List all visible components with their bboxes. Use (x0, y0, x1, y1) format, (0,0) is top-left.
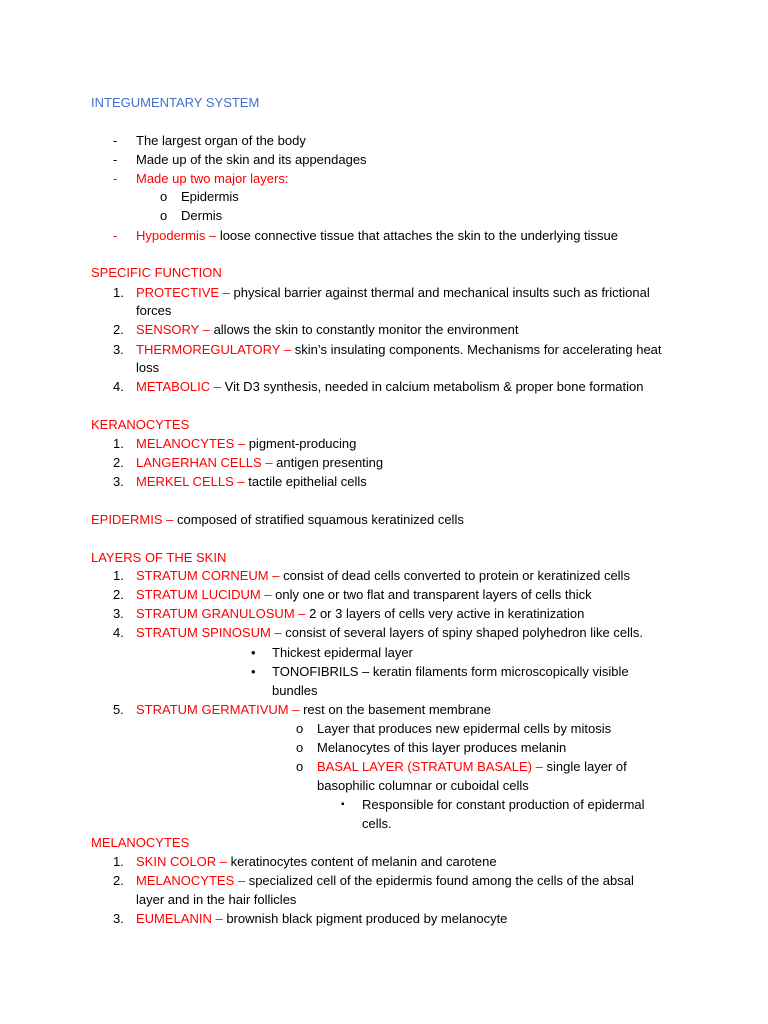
definition: consist of dead cells converted to protein or keratinized cells (279, 568, 630, 583)
bullet-marker: • (251, 645, 256, 660)
list-item-continuation: forces (136, 303, 172, 318)
definition: rest on the basement membrane (299, 702, 491, 717)
bullet-marker: • (251, 664, 256, 679)
definition: allows the skin to constantly monitor the environment (209, 322, 519, 337)
sub-list-item-continuation: basophilic columnar or cuboidal cells (317, 778, 529, 793)
number-marker: 1. (113, 568, 124, 583)
number-marker: 2. (113, 322, 124, 337)
number-marker: 2. (113, 873, 124, 888)
term: STRATUM GRANULOSUM – (136, 606, 306, 621)
list-item (136, 587, 592, 603)
number-marker: 1. (113, 854, 124, 869)
list-item (136, 873, 634, 889)
section-heading: SPECIFIC FUNCTION (91, 265, 222, 280)
number-marker: 2. (113, 587, 124, 602)
definition: loose connective tissue that attaches the skin to the underlying tissue (216, 228, 618, 243)
list-item (136, 702, 491, 718)
list-item (136, 474, 367, 490)
number-marker: 1. (113, 436, 124, 451)
term: PROTECTIVE – (136, 285, 230, 300)
term: EUMELANIN – (136, 911, 223, 926)
definition: 2 or 3 layers of cells very active in keratinization (305, 606, 585, 621)
sub-list-item: Layer that produces new epidermal cells by mitosis (317, 721, 612, 736)
number-marker: 5. (113, 702, 124, 717)
number-marker: 3. (113, 474, 124, 489)
definition: antigen presenting (272, 455, 384, 470)
term: SKIN COLOR – (136, 854, 228, 869)
circle-marker: o (296, 759, 304, 774)
sub-list-item-continuation: bundles (272, 683, 318, 698)
term: STRATUM SPINOSUM – (136, 625, 282, 640)
definition: pigment-producing (245, 436, 357, 451)
list-item (136, 322, 519, 338)
number-marker: 4. (113, 625, 124, 640)
number-marker: 3. (113, 342, 124, 357)
number-marker: 3. (113, 911, 124, 926)
term: METABOLIC – (136, 379, 222, 394)
section-heading: MELANOCYTES (91, 835, 190, 850)
page-title: INTEGUMENTARY SYSTEM (91, 95, 260, 110)
list-item: Made up two major layers: (136, 171, 289, 186)
list-item (136, 342, 662, 358)
dash-marker: - (113, 152, 118, 167)
definition: composed of stratified squamous keratinized cells (173, 512, 464, 527)
sub-sub-list-item-continuation: cells. (362, 816, 392, 831)
term: MELANOCYTES – (136, 873, 246, 888)
square-marker: ▪ (341, 799, 345, 810)
dash-marker: - (113, 171, 118, 186)
number-marker: 3. (113, 606, 124, 621)
term: LANGERHAN CELLS – (136, 455, 273, 470)
definition: physical barrier against thermal and mechanical insults such as frictional (229, 285, 650, 300)
list-item (136, 285, 650, 301)
list-item (136, 568, 630, 584)
sub-list-item: Dermis (181, 208, 223, 223)
definition: skin’s insulating components. Mechanisms for accelerating heat (291, 342, 662, 357)
list-item (136, 379, 644, 395)
number-marker: 2. (113, 455, 124, 470)
list-item: Made up of the skin and its appendages (136, 152, 367, 167)
list-item (136, 436, 356, 452)
definition: Vit D3 synthesis, needed in calcium metabolism & proper bone formation (221, 379, 644, 394)
list-item-continuation: loss (136, 360, 160, 375)
definition: only one or two flat and transparent layers of cells thick (271, 587, 592, 602)
definition: specialized cell of the epidermis found among the cells of the absal (245, 873, 634, 888)
sub-list-item: Epidermis (181, 189, 239, 204)
circle-marker: o (160, 189, 168, 204)
circle-marker: o (296, 721, 304, 736)
term: STRATUM CORNEUM – (136, 568, 280, 583)
epidermis-definition (91, 512, 464, 528)
circle-marker: o (296, 740, 304, 755)
term: MERKEL CELLS – (136, 474, 245, 489)
sub-list-item (317, 759, 627, 775)
list-item (136, 228, 618, 244)
sub-list-item: Melanocytes of this layer produces melanin (317, 740, 567, 755)
list-item (136, 854, 497, 870)
sub-list-item: TONOFIBRILS – keratin filaments form microscopically visible (272, 664, 629, 679)
term: BASAL LAYER (STRATUM BASALE) – (317, 759, 543, 774)
circle-marker: o (160, 208, 168, 223)
definition: consist of several layers of spiny shaped polyhedron like cells. (281, 625, 643, 640)
term: Hypodermis – (136, 228, 217, 243)
term: EPIDERMIS – (91, 512, 174, 527)
sub-list-item: Thickest epidermal layer (272, 645, 413, 660)
term: SENSORY – (136, 322, 210, 337)
dash-marker: - (113, 133, 118, 148)
list-item-continuation: layer and in the hair follicles (136, 892, 297, 907)
list-item (136, 911, 507, 927)
sub-sub-list-item: Responsible for constant production of epidermal (362, 797, 645, 812)
term: STRATUM LUCIDUM – (136, 587, 272, 602)
term: MELANOCYTES – (136, 436, 246, 451)
dash-marker: - (113, 228, 118, 243)
list-item (136, 606, 584, 622)
list-item: The largest organ of the body (136, 133, 306, 148)
definition: keratinocytes content of melanin and carotene (227, 854, 497, 869)
list-item (136, 455, 383, 471)
section-heading: KERANOCYTES (91, 417, 190, 432)
term: STRATUM GERMATIVUM – (136, 702, 300, 717)
definition: single layer of (542, 759, 627, 774)
number-marker: 4. (113, 379, 124, 394)
definition: brownish black pigment produced by melanocyte (222, 911, 508, 926)
term: THERMOREGULATORY – (136, 342, 292, 357)
definition: tactile epithelial cells (244, 474, 367, 489)
list-item (136, 625, 643, 641)
section-heading: LAYERS OF THE SKIN (91, 550, 227, 565)
number-marker: 1. (113, 285, 124, 300)
